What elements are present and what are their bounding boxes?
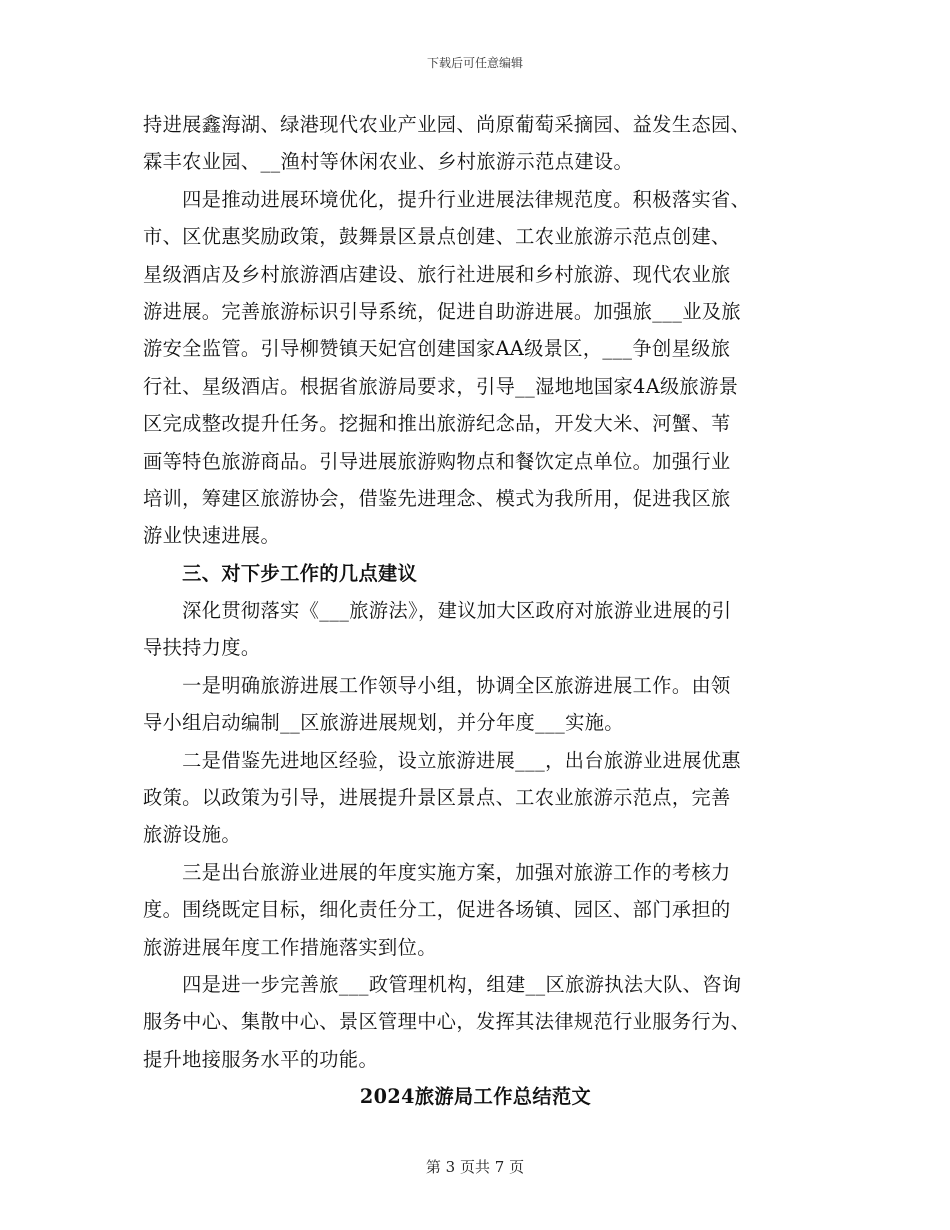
section-heading: 三、对下步工作的几点建议 xyxy=(143,561,418,585)
page-footer: 第 3 页共 7 页 xyxy=(425,1158,525,1176)
body-line: 画等特色旅游商品。引导进展旅游购物点和餐饮定点单位。加强行业 xyxy=(143,449,731,473)
body-line: 度。围绕既定目标，细化责任分工，促进各场镇、园区、部门承担的 xyxy=(143,898,731,922)
body-line: 提升地接服务水平的功能。 xyxy=(143,1047,379,1071)
body-line: 星级酒店及乡村旅游酒店建设、旅行社进展和乡村旅游、现代农业旅 xyxy=(143,262,731,286)
body-line: 三是出台旅游业进展的年度实施方案，加强对旅游工作的考核力 xyxy=(143,860,731,884)
body-line: 持进展鑫海湖、绿港现代农业产业园、尚原葡萄采摘园、益发生态园、 xyxy=(143,113,751,136)
body-line: 游业快速进展。 xyxy=(143,524,281,548)
body-line: 一是明确旅游进展工作领导小组，协调全区旅游进展工作。由领 xyxy=(143,673,731,697)
body-line: 政策。以政策为引导，进展提升景区景点、工农业旅游示范点，完善 xyxy=(143,786,731,810)
document-title: 2024旅游局工作总结范文 xyxy=(359,1085,592,1109)
body-line: 培训，筹建区旅游协会，借鉴先进理念、模式为我所用，促进我区旅 xyxy=(143,486,731,510)
document-body xyxy=(143,106,808,1116)
body-line: 霖丰农业园、__渔村等休闲农业、乡村旅游示范点建设。 xyxy=(143,150,634,174)
body-line: 区完成整改提升任务。挖掘和推出旅游纪念品，开发大米、河蟹、苇 xyxy=(143,412,731,436)
body-line: 四是推动进展环境优化，提升行业进展法律规范度。积极落实省、 xyxy=(143,187,751,211)
body-line: 游安全监管。引导柳赞镇天妃宫创建国家AA级景区，___争创星级旅 xyxy=(143,337,731,361)
body-line: 市、区优惠奖励政策，鼓舞景区景点创建、工农业旅游示范点创建、 xyxy=(143,225,731,249)
body-line: 二是借鉴先进地区经验，设立旅游进展___，出台旅游业进展优惠 xyxy=(143,748,742,772)
body-line: 游进展。完善旅游标识引导系统，促进自助游进展。加强旅___业及旅 xyxy=(143,299,742,323)
page-header: 下载后可任意编辑 xyxy=(426,56,523,70)
body-line: 旅游进展年度工作措施落实到位。 xyxy=(143,935,437,959)
body-line: 行社、星级酒店。根据省旅游局要求，引导__湿地地国家4A级旅游景 xyxy=(143,374,739,398)
body-line: 深化贯彻落实《___旅游法》，建议加大区政府对旅游业进展的引 xyxy=(143,599,732,623)
body-line: 导小组启动编制__区旅游进展规划，并分年度___实施。 xyxy=(143,711,624,735)
body-line: 旅游设施。 xyxy=(143,823,241,847)
body-line: 服务中心、集散中心、景区管理中心，发挥其法律规范行业服务行为、 xyxy=(143,1010,751,1034)
body-line: 导扶持力度。 xyxy=(143,636,261,660)
body-line: 四是进一步完善旅___政管理机构，组建__区旅游执法大队、咨询 xyxy=(143,972,742,996)
